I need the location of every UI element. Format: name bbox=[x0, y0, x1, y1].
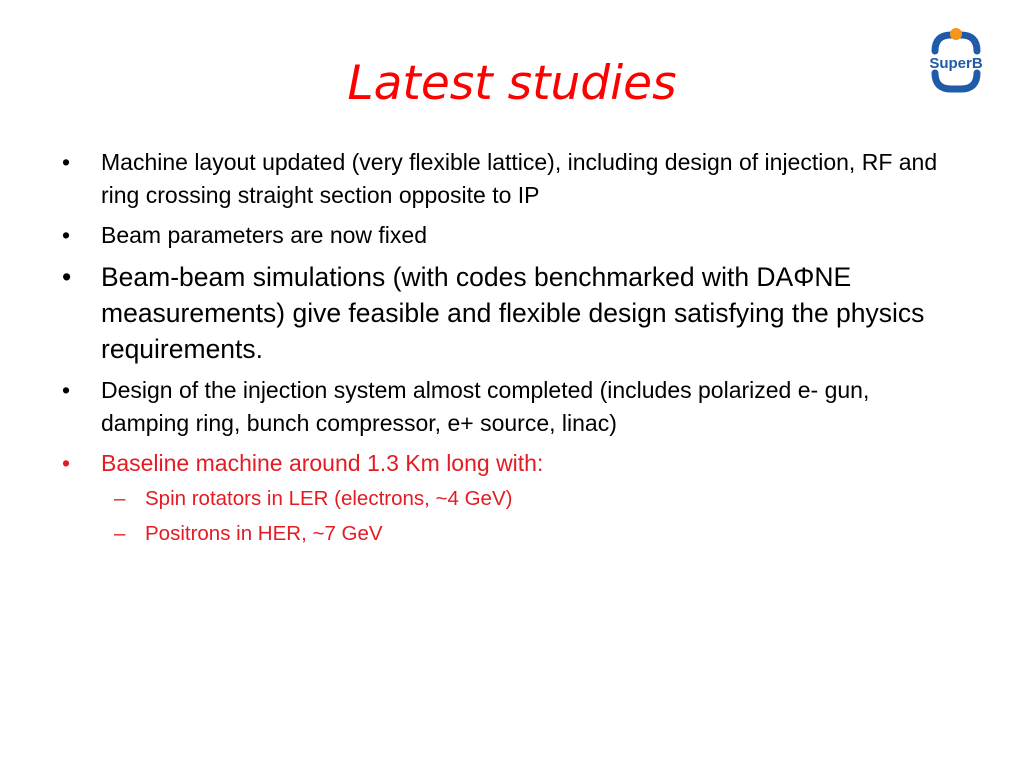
slide-title: Latest studies bbox=[347, 56, 677, 111]
bullet-list bbox=[60, 146, 960, 556]
bullet-text: Machine layout updated (very flexible lattice), including design of injection, RF and ring crossing straight section opposite to IP bbox=[101, 149, 938, 208]
sub-bullet-item bbox=[101, 484, 960, 514]
logo-text: SuperB bbox=[929, 55, 983, 72]
bullet-item bbox=[60, 259, 960, 367]
bullet-text: Beam-beam simulations (with codes benchmarked with DAΦNE measurements) give feasible and flexible design satisfying the physics requirements. bbox=[101, 262, 925, 364]
bullet-item bbox=[60, 447, 960, 549]
bullet-dot: • bbox=[62, 262, 72, 292]
sub-bullet-list bbox=[101, 484, 960, 549]
sub-bullet-dash: – bbox=[114, 522, 126, 545]
bullet-dot: • bbox=[62, 450, 71, 476]
sub-bullet-item bbox=[101, 519, 960, 549]
bullet-item bbox=[60, 219, 960, 252]
sub-bullet-dash: – bbox=[114, 487, 126, 510]
bullet-text: Baseline machine around 1.3 Km long with: bbox=[101, 450, 544, 476]
bullet-dot: • bbox=[62, 149, 71, 175]
bullet-dot: • bbox=[62, 222, 71, 248]
sub-bullet-text: Positrons in HER, ~7 GeV bbox=[145, 522, 383, 545]
bullet-item bbox=[60, 374, 960, 440]
bullet-item bbox=[60, 146, 960, 212]
bullet-text: Design of the injection system almost completed (includes polarized e- gun, damping ring, bunch compressor, e+ source, linac) bbox=[101, 377, 870, 436]
bullet-text: Beam parameters are now fixed bbox=[101, 222, 427, 248]
sub-bullet-text: Spin rotators in LER (electrons, ~4 GeV) bbox=[145, 487, 513, 510]
superb-logo bbox=[919, 25, 993, 99]
bullet-dot: • bbox=[62, 377, 71, 403]
